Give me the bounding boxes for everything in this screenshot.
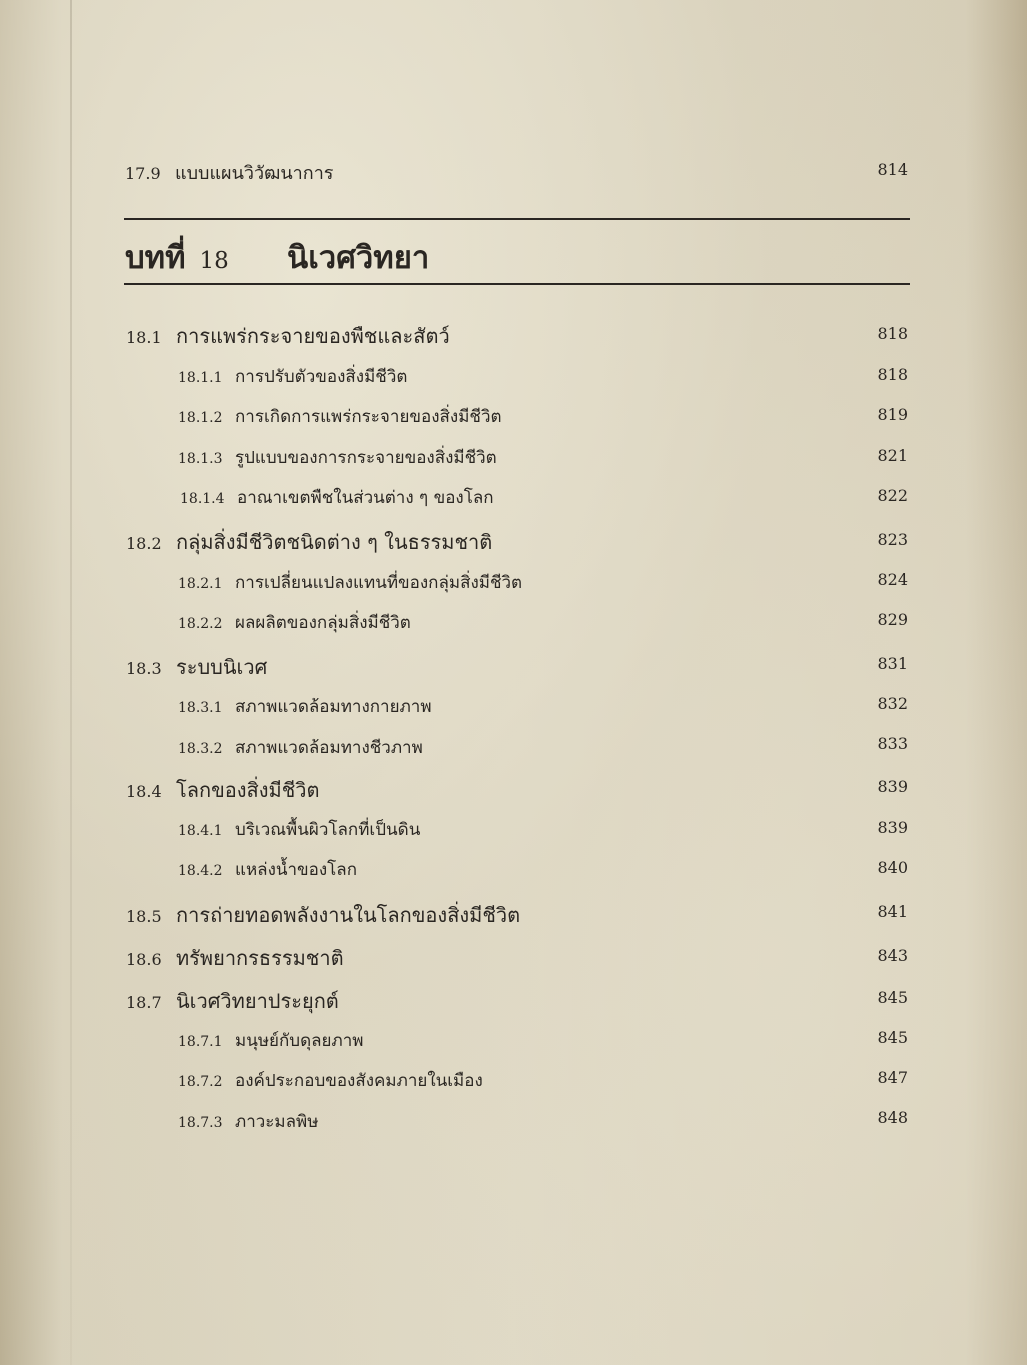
entry-number: 18.7.3	[178, 1115, 223, 1131]
toc-entry	[126, 985, 339, 1017]
entry-page: 843	[877, 946, 908, 965]
entry-title: แหล่งน้ำของโลก	[235, 860, 358, 880]
entry-page: 818	[877, 365, 908, 384]
entry-page: 821	[877, 446, 908, 465]
entry-page: 845	[877, 988, 908, 1007]
entry-title: โลกของสิ่งมีชีวิต	[176, 778, 320, 802]
entry-title: ผลผลิตของกลุ่มสิ่งมีชีวิต	[235, 613, 411, 633]
entry-number: 18.3.1	[178, 700, 223, 716]
toc-entry	[178, 1067, 483, 1094]
page-fold-shadow	[70, 0, 72, 1365]
entry-title: อาณาเขตพืชในส่วนต่าง ๆ ของโลก	[237, 488, 494, 508]
entry-title: การเปลี่ยนแปลงแทนที่ของกลุ่มสิ่งมีชีวิต	[235, 573, 523, 593]
entry-page: 818	[877, 324, 908, 343]
toc-entry	[178, 363, 407, 390]
entry-title: บริเวณพื้นผิวโลกที่เป็นดิน	[235, 820, 421, 840]
toc-entry	[178, 856, 357, 883]
entry-title: การแพร่กระจายของพืชและสัตว์	[176, 324, 450, 348]
entry-page: 839	[877, 777, 908, 796]
chapter-number: 18	[199, 248, 229, 274]
entry-title: แบบแผนวิวัฒนาการ	[175, 163, 334, 184]
entry-number: 18.4	[126, 782, 162, 801]
entry-page: 831	[877, 654, 908, 673]
entry-number: 18.7	[126, 993, 162, 1012]
toc-entry	[178, 816, 420, 843]
entry-title: การปรับตัวของสิ่งมีชีวิต	[235, 367, 408, 387]
entry-page: 832	[877, 694, 908, 713]
toc-entry	[178, 403, 502, 430]
entry-number: 18.6	[126, 950, 162, 969]
entry-title: มนุษย์กับดุลยภาพ	[235, 1031, 364, 1051]
toc-entry	[126, 942, 344, 974]
chapter-rule-bottom	[124, 283, 910, 285]
chapter-label: บทที่	[125, 240, 186, 276]
chapter-title: นิเวศวิทยา	[287, 240, 430, 276]
chapter-rule-top	[124, 218, 910, 220]
entry-number: 18.7.2	[178, 1074, 223, 1090]
entry-title: องค์ประกอบของสังคมภายในเมือง	[235, 1071, 483, 1091]
toc-entry	[178, 444, 497, 471]
entry-title: สภาพแวดล้อมทางชีวภาพ	[235, 738, 423, 758]
toc-entry	[126, 526, 492, 558]
entry-page: 814	[877, 160, 908, 179]
entry-title: การถ่ายทอดพลังงานในโลกของสิ่งมีชีวิต	[176, 903, 521, 927]
entry-title: ทรัพยากรธรรมชาติ	[176, 946, 344, 970]
entry-page: 824	[877, 570, 908, 589]
toc-entry	[180, 484, 494, 511]
toc-entry	[178, 693, 432, 720]
toc-entry-17-9	[125, 158, 333, 187]
entry-page: 848	[877, 1108, 908, 1127]
toc-entry	[178, 569, 522, 596]
chapter-heading	[125, 232, 430, 282]
entry-title: รูปแบบของการกระจายของสิ่งมีชีวิต	[235, 448, 497, 468]
entry-number: 18.2.1	[178, 576, 223, 592]
entry-number: 18.3	[126, 659, 162, 678]
entry-page: 829	[877, 610, 908, 629]
entry-number: 18.2	[126, 534, 162, 553]
entry-page: 847	[877, 1068, 908, 1087]
entry-title: การเกิดการแพร่กระจายของสิ่งมีชีวิต	[235, 407, 502, 427]
entry-number: 18.1.3	[178, 451, 223, 467]
entry-title: ระบบนิเวศ	[176, 655, 268, 679]
entry-page: 840	[877, 858, 908, 877]
entry-number: 18.4.1	[178, 823, 223, 839]
entry-number: 18.7.1	[178, 1034, 223, 1050]
entry-page: 822	[877, 486, 908, 505]
entry-number: 18.1.4	[180, 491, 225, 507]
entry-page: 833	[877, 734, 908, 753]
entry-title: ภาวะมลพิษ	[235, 1112, 319, 1132]
entry-number: 18.1	[126, 328, 162, 347]
entry-number: 17.9	[125, 164, 161, 183]
entry-number: 18.1.1	[178, 370, 223, 386]
entry-page: 839	[877, 818, 908, 837]
toc-entry	[126, 651, 267, 683]
entry-number: 18.5	[126, 907, 162, 926]
entry-page: 819	[877, 405, 908, 424]
toc-entry	[178, 609, 411, 636]
entry-title: นิเวศวิทยาประยุกต์	[176, 989, 339, 1013]
toc-entry	[126, 899, 520, 931]
entry-number: 18.2.2	[178, 616, 223, 632]
entry-number: 18.1.2	[178, 410, 223, 426]
entry-number: 18.3.2	[178, 741, 223, 757]
toc-entry	[178, 1027, 363, 1054]
entry-page: 823	[877, 530, 908, 549]
toc-entry	[178, 734, 423, 761]
entry-title: สภาพแวดล้อมทางกายภาพ	[235, 697, 432, 717]
toc-entry	[178, 1108, 318, 1135]
toc-entry	[126, 320, 450, 352]
entry-page: 845	[877, 1028, 908, 1047]
entry-title: กลุ่มสิ่งมีชีวิตชนิดต่าง ๆ ในธรรมชาติ	[176, 530, 493, 554]
entry-page: 841	[877, 902, 908, 921]
entry-number: 18.4.2	[178, 863, 223, 879]
toc-entry	[126, 774, 320, 806]
